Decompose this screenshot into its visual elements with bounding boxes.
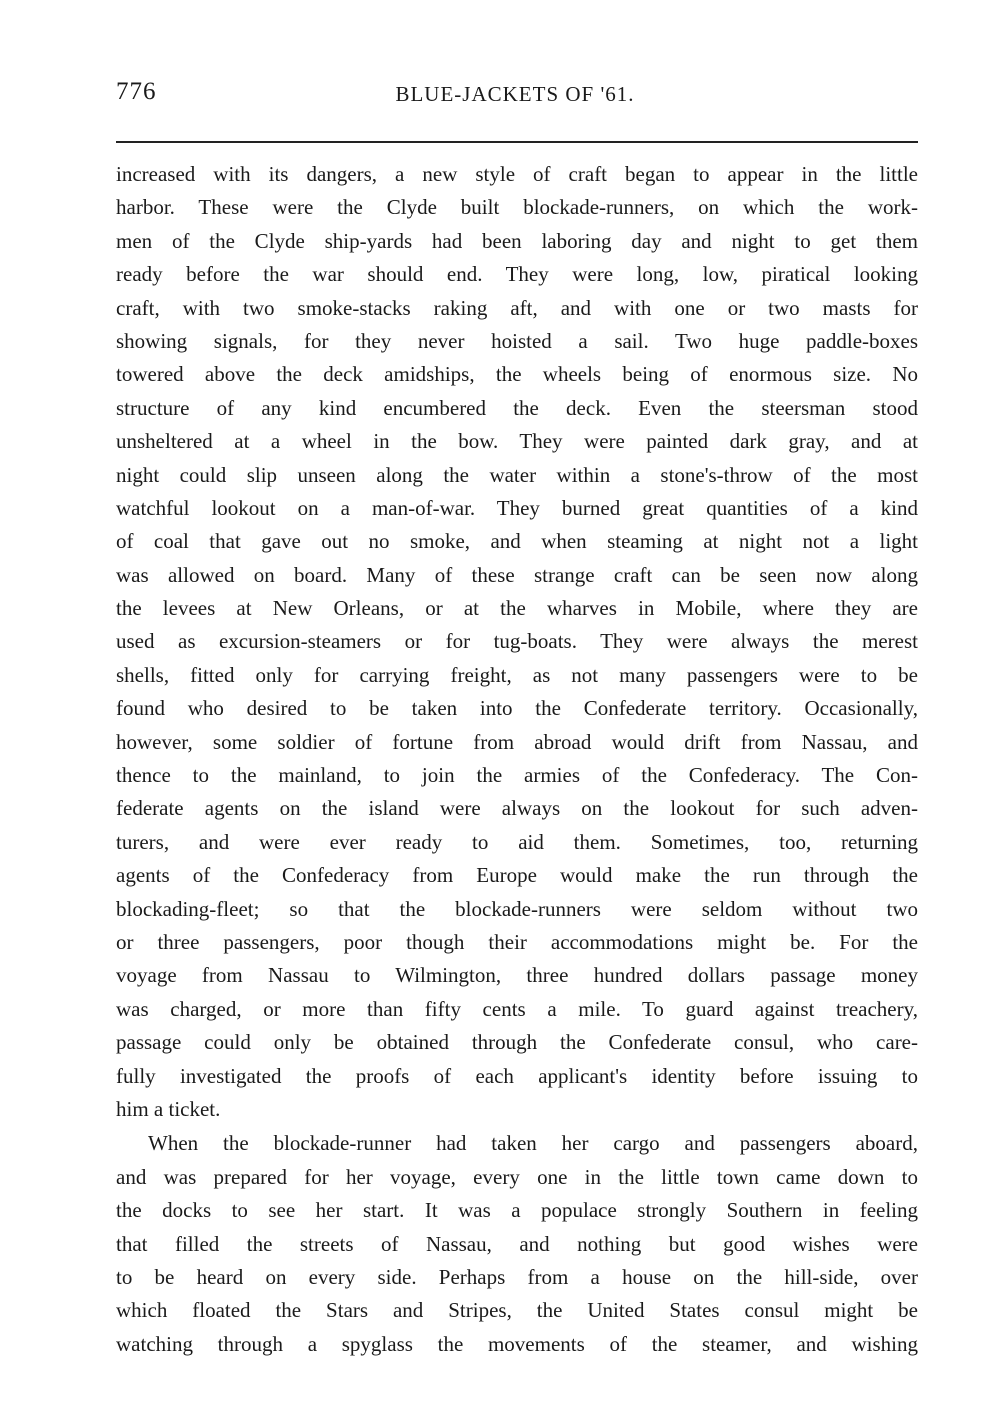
text-line: of coal that gave out no smoke, and when steaming at night not a light: [116, 529, 918, 554]
text-line: agents of the Confederacy from Europe would make the run through the: [116, 863, 918, 888]
text-line: men of the Clyde ship-yards had been laboring day and night to get them: [116, 228, 918, 253]
page-number: 776: [116, 78, 157, 105]
text-line: the levees at New Orleans, or at the wharves in Mobile, where they are: [116, 596, 918, 621]
text-line: increased with its dangers, a new style of craft began to appear in the little: [116, 162, 918, 186]
text-line: shells, fitted only for carrying freight, as not many passengers were to be: [116, 662, 918, 687]
text-line: him a ticket.: [116, 1096, 221, 1121]
text-line: craft, with two smoke-stacks raking aft, and with one or two masts for: [116, 295, 918, 320]
text-line: or three passengers, poor though their accommodations might be. For the: [116, 929, 918, 954]
text-line: federate agents on the island were always on the lookout for such adven-: [116, 796, 918, 821]
text-line: used as excursion-steamers or for tug-boats. They were always the merest: [116, 629, 918, 654]
text-line: to be heard on every side. Perhaps from a house on the hill-side, over: [116, 1264, 918, 1289]
text-line: passage could only be obtained through the Confederate consul, who care-: [116, 1030, 918, 1055]
text-line: was charged, or more than fifty cents a mile. To guard against treachery,: [116, 996, 918, 1021]
paragraph: [116, 158, 918, 1126]
text-line: night could slip unseen along the water within a stone's-throw of the most: [116, 462, 918, 487]
text-line: blockading-fleet; so that the blockade-runners were seldom without two: [116, 896, 918, 921]
text-line: When the blockade-runner had taken her cargo and passengers aboard,: [148, 1131, 918, 1156]
text-line: and was prepared for her voyage, every one in the little town came down to: [116, 1164, 918, 1189]
text-line: thence to the mainland, to join the armies of the Confederacy. The Con-: [116, 763, 918, 788]
text-line: turers, and were ever ready to aid them. Sometimes, too, returning: [116, 829, 918, 854]
text-line: showing signals, for they never hoisted a sail. Two huge paddle-boxes: [116, 328, 918, 353]
text-line: structure of any kind encumbered the deck. Even the steersman stood: [116, 395, 918, 420]
text-line: however, some soldier of fortune from abroad would drift from Nassau, and: [116, 729, 918, 754]
text-line: fully investigated the proofs of each applicant's identity before issuing to: [116, 1063, 918, 1088]
text-line: which floated the Stars and Stripes, the United States consul might be: [116, 1298, 918, 1323]
text-line: that filled the streets of Nassau, and nothing but good wishes were: [116, 1231, 918, 1256]
text-line: the docks to see her start. It was a populace strongly Southern in feeling: [116, 1198, 918, 1223]
paragraph: [116, 1127, 918, 1361]
text-line: unsheltered at a wheel in the bow. They were painted dark gray, and at: [116, 429, 918, 454]
running-title: BLUE-JACKETS OF '61.: [395, 82, 635, 106]
text-line: voyage from Nassau to Wilmington, three hundred dollars passage money: [116, 963, 918, 988]
text-line: watching through a spyglass the movements of the steamer, and wishing: [116, 1331, 918, 1356]
page-body: [116, 158, 918, 1361]
text-line: towered above the deck amidships, the wheels being of enormous size. No: [116, 362, 918, 387]
text-line: harbor. These were the Clyde built blockade-runners, on which the work-: [116, 195, 918, 220]
header-rule: [116, 141, 918, 143]
text-line: found who desired to be taken into the Confederate territory. Occasionally,: [116, 696, 918, 721]
text-line: ready before the war should end. They were long, low, piratical looking: [116, 262, 918, 287]
text-line: was allowed on board. Many of these strange craft can be seen now along: [116, 562, 918, 587]
text-line: watchful lookout on a man-of-war. They burned great quantities of a kind: [116, 495, 918, 520]
